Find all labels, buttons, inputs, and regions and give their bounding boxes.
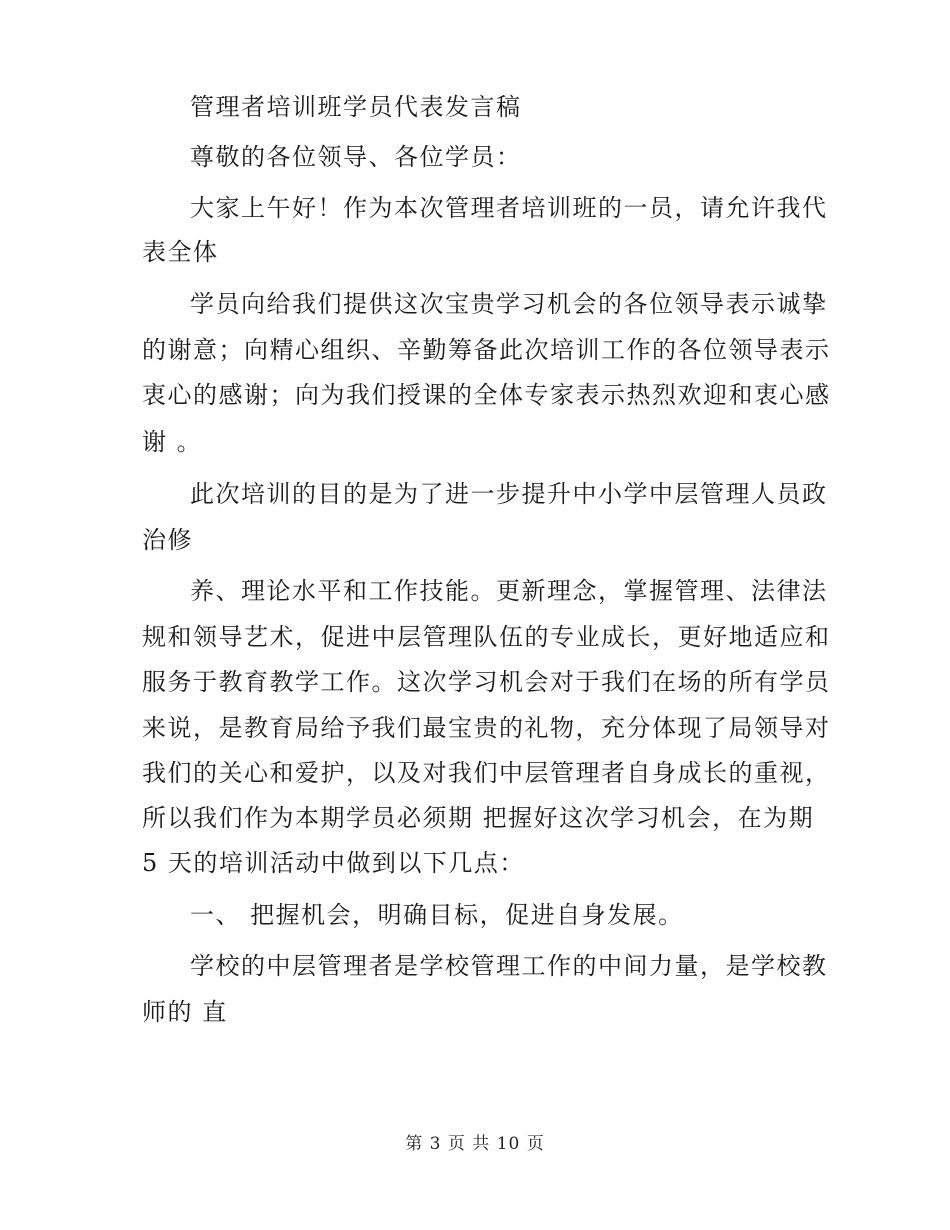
paragraph-line: 衷心的感谢；向为我们授课的全体专家表示热烈欢迎和衷心感 <box>142 381 831 409</box>
paragraph-line: 服务于教育教学工作。这次学习机会对于我们在场的所有学员 <box>142 668 831 696</box>
paragraph-line: 5 天的培训活动中做到以下几点： <box>142 849 525 877</box>
paragraph-line: 此次培训的目的是为了进一步提升中小学中层管理人员政 <box>190 480 828 508</box>
salutation: 尊敬的各位领导、各位学员： <box>190 143 522 171</box>
page-number-footer: 第 3 页 共 10 页 <box>405 1134 545 1154</box>
paragraph-line: 所以我们作为本期学员必须期 把握好这次学习机会，在为期 <box>142 804 815 832</box>
paragraph-line: 养、理论水平和工作技能。更新理念，掌握管理、法律法 <box>190 577 828 605</box>
section-heading: 一、 把握机会，明确目标，促进自身发展。 <box>190 901 684 929</box>
paragraph-line: 表全体 <box>142 238 219 266</box>
paragraph-line: 我们的关心和爱护，以及对我们中层管理者自身成长的重视， <box>142 759 831 787</box>
document-title: 管理者培训班学员代表发言稿 <box>190 93 522 121</box>
paragraph-line: 谢 。 <box>142 428 203 456</box>
paragraph-line: 来说，是教育局给予我们最宝贵的礼物，充分体现了局领导对 <box>142 714 831 742</box>
paragraph-line: 师的 直 <box>142 998 228 1026</box>
paragraph-line: 学员向给我们提供这次宝贵学习机会的各位领导表示诚挚 <box>190 290 828 318</box>
paragraph-line: 学校的中层管理者是学校管理工作的中间力量，是学校教 <box>190 952 828 980</box>
paragraph-line: 大家上午好！作为本次管理者培训班的一员，请允许我代 <box>190 194 828 222</box>
paragraph-line: 规和领导艺术，促进中层管理队伍的专业成长，更好地适应和 <box>142 623 831 651</box>
paragraph-line: 的谢意；向精心组织、辛勤筹备此次培训工作的各位领导表示 <box>142 336 831 364</box>
paragraph-line: 治修 <box>142 526 193 554</box>
